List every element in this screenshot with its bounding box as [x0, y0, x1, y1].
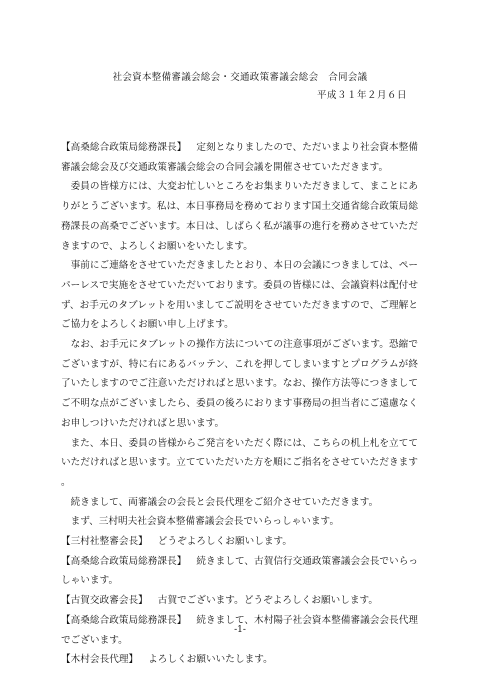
speaker-label: 【木村会長代理】 [61, 654, 139, 666]
paragraph-text: また、本日、委員の皆様からご発言をいただく際には、こちらの机上札を立てていただければと思います。立てていただいた方を順にご指名をさせていただきます。 [61, 437, 418, 488]
document-title: 社会資本整備審議会総会・交通政策審議会総会 合同会議 [112, 72, 368, 83]
speaker-label: 【三村社整審会長】 [61, 536, 148, 548]
speaker-label: 【高桑総合政策局総務課長】 [61, 614, 187, 626]
transcript-paragraph [61, 512, 418, 532]
paragraph-text: まず、三村明夫社会資本整備審議会会長でいらっしゃいます。 [70, 516, 340, 528]
transcript-paragraph [61, 532, 418, 552]
transcript-paragraph [61, 552, 418, 591]
document-date: 平成３１年２月６日 [316, 90, 407, 101]
paragraph-text: 続きまして、木村陽子社会資本整備審議会会長代理でございます。 [61, 614, 418, 646]
paragraph-text: なお、お手元にタブレットの操作方法についての注意事項がございます。恐縮でございますが、特に右にあるバッテン、これを押してしまいますとプログラムが終了いたしますのでご注意いただければと思います。なお、操作方法等につきましてご不明な点がございましたら、委員の後ろにおります事務局の担当者にご遠慮なくお申しつけいただければと思います。 [61, 339, 418, 429]
transcript-paragraph [61, 177, 418, 256]
transcript-paragraph [61, 493, 418, 513]
transcript-paragraph [61, 138, 418, 177]
paragraph-text: 委員の皆様方には、大変お忙しいところをお集まりいただきまして、まことにありがとうございます。私は、本日事務局を務めております国土交通省総合政策局総務課長の高桑でございます。本日は、しばらく私が議事の進行を務めさせていただきますので、よろしくお願いをいたします。 [61, 181, 418, 252]
transcript-paragraph [61, 591, 418, 611]
transcript-paragraph [61, 256, 418, 335]
speaker-label: 【高桑総合政策局総務課長】 [61, 555, 187, 567]
page-number: -1- [234, 625, 246, 635]
paragraph-text: よろしくお願いいたします。 [148, 654, 273, 666]
speaker-label: 【高桑総合政策局総務課長】 [61, 142, 187, 153]
paragraph-text: 定刻となりましたので、ただいまより社会資本整備審議会総会及び交通政策審議会総会の合同会議を開催させていただきます。 [61, 142, 418, 173]
transcript-paragraph [61, 434, 418, 493]
speaker-label: 【古賀交政審会長】 [61, 595, 148, 607]
transcript-body [61, 138, 418, 670]
paragraph-text: 古賀でございます。どうぞよろしくお願いします。 [157, 595, 379, 607]
paragraph-text: 続きまして、古賀信行交通政策審議会会長でいらっしゃいます。 [61, 555, 418, 587]
paragraph-text: 事前にご連絡をさせていただきましたとおり、本日の会議につきましては、ペーパーレスで実施をさせていただいております。委員の皆様には、会議資料は配付せず、お手元のタブレットを用いましてご説明をさせていただきますので、ご理解とご協力をよろしくお願い申し上げます。 [61, 260, 418, 331]
paragraph-text: どうぞよろしくお願いします。 [157, 536, 293, 548]
paragraph-text: 続きまして、両審議会の会長と会長代理をご紹介させていただきます。 [70, 496, 379, 508]
transcript-paragraph [61, 650, 418, 670]
transcript-paragraph [61, 335, 418, 434]
